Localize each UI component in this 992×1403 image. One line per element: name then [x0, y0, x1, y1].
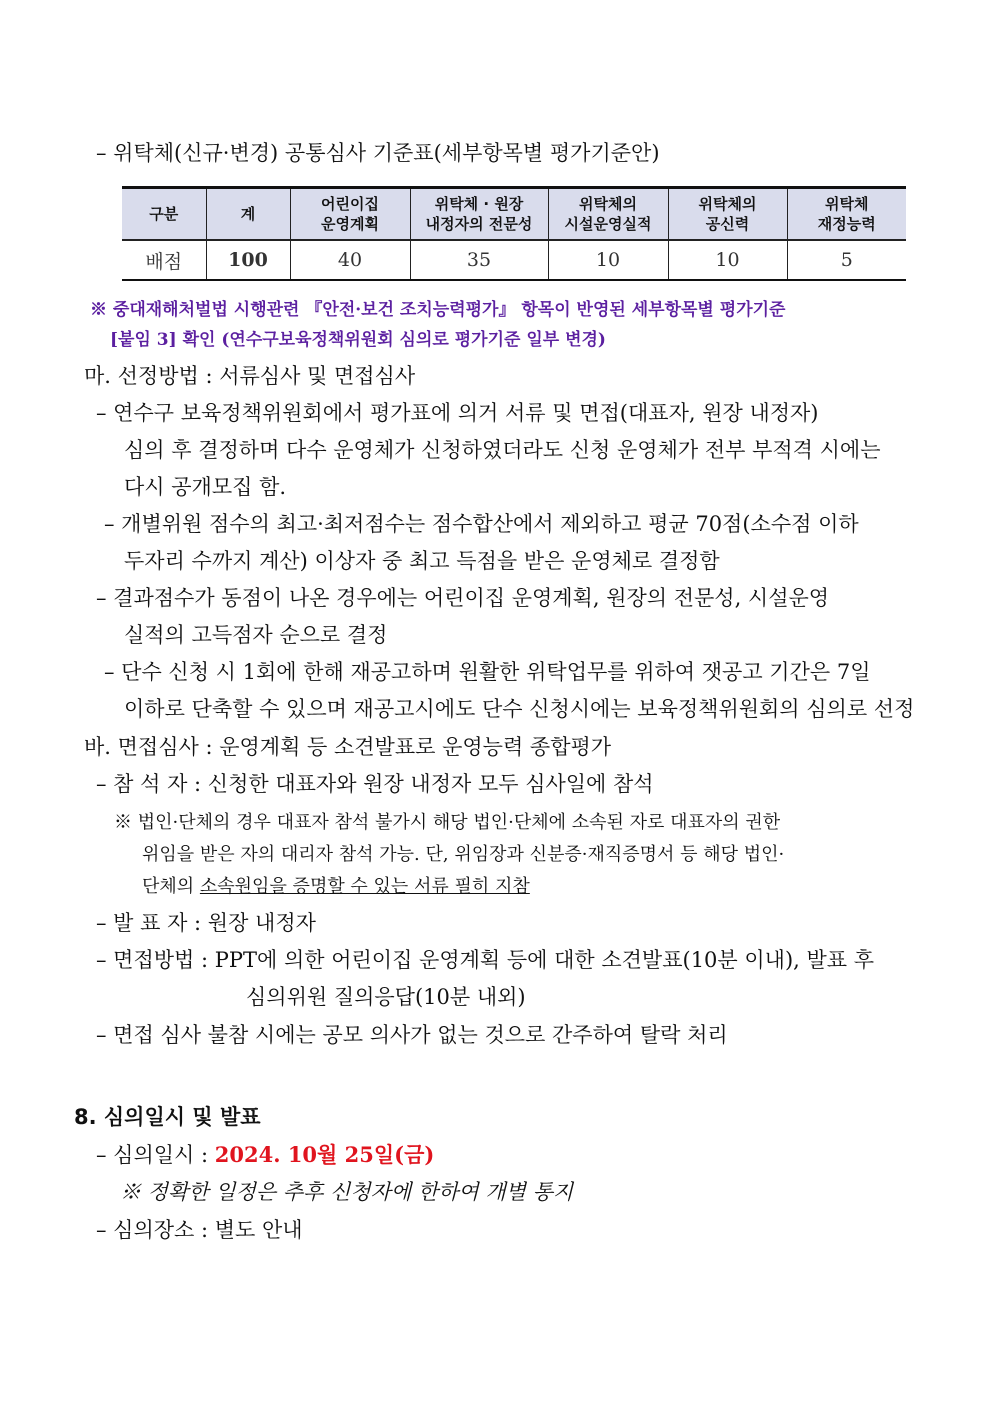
review-date-note: ※ 정확한 일정은 추후 신청자에 한하여 개별 통지	[120, 1180, 574, 1204]
row-label: 배점	[145, 250, 183, 273]
ba-note-line-3: 단체의 소속원임을 증명할 수 있는 서류 필히 지참	[142, 876, 530, 897]
review-date-value: 2024. 10월 25일(금)	[214, 1142, 435, 1167]
section-ma-title: 마. 선정방법 : 서류심사 및 면접심사	[84, 364, 416, 388]
ma-bullet-4-line-1: – 단수 신청 시 1회에 한해 재공고하며 원활한 위탁업무를 위하여 잿공고 기간은 7일	[104, 660, 871, 684]
criteria-table	[122, 186, 906, 281]
score-cell: 40	[290, 240, 410, 280]
section-ba-title: 바. 면접심사 : 운영계획 등 소견발표로 운영능력 종합평가	[84, 735, 612, 759]
total-score: 100	[206, 240, 290, 280]
ba-note-line-1: ※ 법인·단체의 경우 대표자 참석 불가시 해당 법인·단체에 소속된 자로 대표자의 권한	[114, 812, 781, 833]
intro-line: – 위탁체(신규·변경) 공통심사 기준표(세부항목별 평가기준안)	[96, 141, 660, 165]
ba-method-line-1: – 면접방법 : PPT에 의한 어린이집 운영계획 등에 대한 소견발표(10분 이내), 발표 후	[96, 948, 875, 972]
ma-bullet-3-line-2: 실적의 고득점자 순으로 결정	[124, 623, 388, 647]
ma-bullet-3-line-1: – 결과점수가 동점이 나온 경우에는 어린이집 운영계획, 원장의 전문성, 시설운영	[96, 586, 830, 610]
header-cell: 위탁체 · 원장 내정자의 전문성	[410, 188, 548, 241]
table-row	[122, 240, 906, 280]
review-date-line: – 심의일시 : 2024. 10월 25일(금)	[96, 1142, 435, 1167]
header-cell: 위탁체 재정능력	[787, 188, 906, 241]
table-header-row	[122, 188, 906, 241]
criteria-note-line-2: [붙임 3] 확인 (연수구보육정책위원회 심의로 평가기준 일부 변경)	[110, 330, 606, 350]
review-place-line: – 심의장소 : 별도 안내	[96, 1218, 303, 1242]
score-cell: 5	[787, 240, 906, 280]
section-8-title: 8. 심의일시 및 발표	[74, 1105, 261, 1129]
ma-bullet-2-line-2: 두자리 수까지 계산) 이상자 중 최고 득점을 받은 운영체로 결정함	[124, 549, 720, 573]
ma-bullet-1-line-2: 심의 후 결정하며 다수 운영체가 신청하였더라도 신청 운영체가 전부 부적격 시에는	[124, 438, 881, 462]
ma-bullet-4-line-2: 이하로 단축할 수 있으며 재공고시에도 단수 신청시에는 보육정책위원회의 심의로 선정	[124, 697, 915, 721]
ma-bullet-1-line-1: – 연수구 보육정책위원회에서 평가표에 의거 서류 및 면접(대표자, 원장 내정자)	[96, 401, 819, 425]
header-cell: 계	[206, 188, 290, 241]
score-cell: 35	[410, 240, 548, 280]
score-cell: 10	[548, 240, 668, 280]
ma-bullet-2-line-1: – 개별위원 점수의 최고·최저점수는 점수합산에서 제외하고 평균 70점(소수점 이하	[104, 512, 859, 536]
ba-note-line-2: 위임을 받은 자의 대리자 참석 가능. 단, 위임장과 신분증·재직증명서 등 해당 법인·	[142, 844, 785, 865]
header-cell: 위탁체의 공신력	[668, 188, 787, 241]
ma-bullet-1-line-3: 다시 공개모집 함.	[124, 475, 287, 499]
ba-attendees: – 참 석 자 : 신청한 대표자와 원장 내정자 모두 심사일에 참석	[96, 772, 654, 796]
score-cell: 10	[668, 240, 787, 280]
ba-absence: – 면접 심사 불참 시에는 공모 의사가 없는 것으로 간주하여 탈락 처리	[96, 1023, 728, 1047]
ba-method-line-2: 심의위원 질의응답(10분 내외)	[246, 985, 526, 1009]
header-cell: 위탁체의 시설운영실적	[548, 188, 668, 241]
header-cell: 어린이집 운영계획	[290, 188, 410, 241]
criteria-note-line-1: ※ 중대재해처벌법 시행관련 『안전·보건 조치능력평가』 항목이 반영된 세부항목별 평가기준	[90, 300, 786, 320]
header-cell: 구분	[122, 188, 206, 241]
ba-presenter: – 발 표 자 : 원장 내정자	[96, 911, 316, 935]
underlined-requirement: 소속원임을 증명할 수 있는 서류 필히 지참	[199, 876, 530, 897]
